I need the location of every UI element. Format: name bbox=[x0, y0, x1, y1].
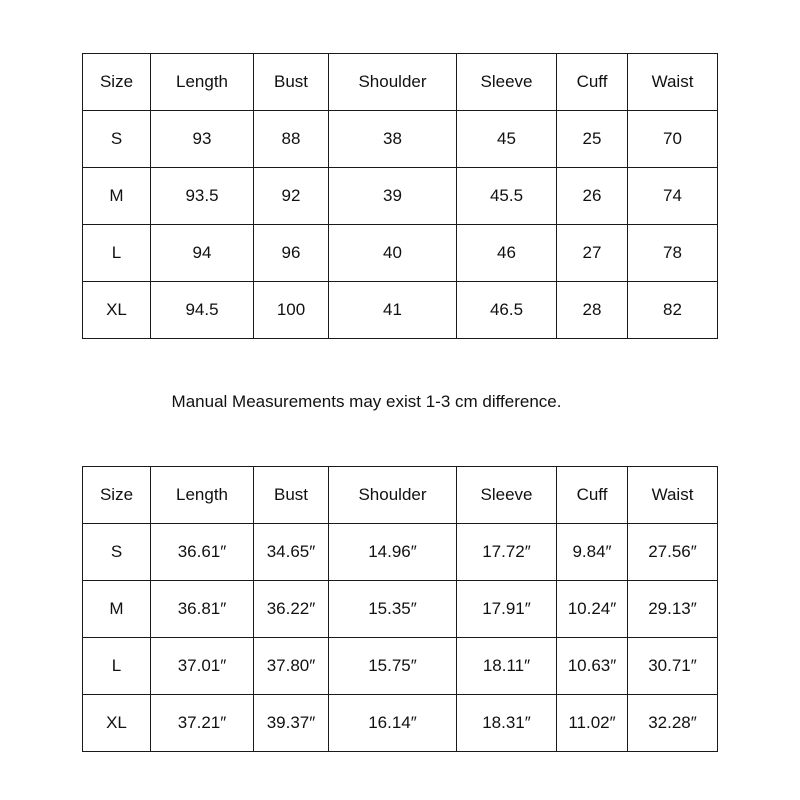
table-cell: 32.28″ bbox=[628, 695, 718, 752]
table-cell: L bbox=[83, 638, 151, 695]
table-row bbox=[83, 524, 718, 581]
table-cell: 14.96″ bbox=[329, 524, 457, 581]
table-cell: 37.21″ bbox=[151, 695, 254, 752]
table-cell: 15.75″ bbox=[329, 638, 457, 695]
table-cell: 18.31″ bbox=[457, 695, 557, 752]
table-cell: 82 bbox=[628, 282, 718, 339]
table-cell: 96 bbox=[254, 225, 329, 282]
table-cell: 39.37″ bbox=[254, 695, 329, 752]
table-cell: 27 bbox=[557, 225, 628, 282]
table-cell: 34.65″ bbox=[254, 524, 329, 581]
table-cell: M bbox=[83, 581, 151, 638]
table-cell: 37.01″ bbox=[151, 638, 254, 695]
table-cell: XL bbox=[83, 695, 151, 752]
table-header-row bbox=[83, 54, 718, 111]
table-cell: 29.13″ bbox=[628, 581, 718, 638]
table-cell: 27.56″ bbox=[628, 524, 718, 581]
table-row bbox=[83, 225, 718, 282]
table-cell: 36.61″ bbox=[151, 524, 254, 581]
table-cell: 16.14″ bbox=[329, 695, 457, 752]
header-cell: Sleeve bbox=[457, 54, 557, 111]
table-cell: 38 bbox=[329, 111, 457, 168]
table-cell: 17.72″ bbox=[457, 524, 557, 581]
header-cell: Bust bbox=[254, 54, 329, 111]
header-cell: Shoulder bbox=[329, 54, 457, 111]
measurement-note: Manual Measurements may exist 1-3 cm difference. bbox=[171, 392, 562, 411]
table-cell: 78 bbox=[628, 225, 718, 282]
table-cell: 46 bbox=[457, 225, 557, 282]
table-row bbox=[83, 581, 718, 638]
header-cell: Length bbox=[151, 467, 254, 524]
size-table-cm bbox=[82, 53, 718, 339]
header-cell: Bust bbox=[254, 467, 329, 524]
size-table-inch bbox=[82, 466, 718, 752]
header-cell: Waist bbox=[628, 467, 718, 524]
table-cell: 94 bbox=[151, 225, 254, 282]
table-cell: 45 bbox=[457, 111, 557, 168]
table-cell: 36.22″ bbox=[254, 581, 329, 638]
table-cell: M bbox=[83, 168, 151, 225]
table-cell: 88 bbox=[254, 111, 329, 168]
table-cell: 11.02″ bbox=[557, 695, 628, 752]
table-cell: 74 bbox=[628, 168, 718, 225]
header-cell: Waist bbox=[628, 54, 718, 111]
table-row bbox=[83, 695, 718, 752]
table-cell: 45.5 bbox=[457, 168, 557, 225]
header-cell: Cuff bbox=[557, 467, 628, 524]
table-header-row bbox=[83, 467, 718, 524]
table-cell: 17.91″ bbox=[457, 581, 557, 638]
table-cell: 9.84″ bbox=[557, 524, 628, 581]
table-cell: S bbox=[83, 111, 151, 168]
table-cell: 46.5 bbox=[457, 282, 557, 339]
table-cell: 28 bbox=[557, 282, 628, 339]
table-cell: 93 bbox=[151, 111, 254, 168]
table-cell: XL bbox=[83, 282, 151, 339]
table-cell: 93.5 bbox=[151, 168, 254, 225]
table-cell: 15.35″ bbox=[329, 581, 457, 638]
table-cell: 39 bbox=[329, 168, 457, 225]
table-cell: 100 bbox=[254, 282, 329, 339]
table-cell: 10.24″ bbox=[557, 581, 628, 638]
table-cell: 37.80″ bbox=[254, 638, 329, 695]
table-cell: 26 bbox=[557, 168, 628, 225]
table-cell: 18.11″ bbox=[457, 638, 557, 695]
table-cell: 70 bbox=[628, 111, 718, 168]
table-cell: 92 bbox=[254, 168, 329, 225]
table-cell: 41 bbox=[329, 282, 457, 339]
table-cell: 36.81″ bbox=[151, 581, 254, 638]
table-cell: 40 bbox=[329, 225, 457, 282]
table-cell: 94.5 bbox=[151, 282, 254, 339]
header-cell: Shoulder bbox=[329, 467, 457, 524]
header-cell: Size bbox=[83, 467, 151, 524]
table-cell: 30.71″ bbox=[628, 638, 718, 695]
table-cell: S bbox=[83, 524, 151, 581]
table-cell: L bbox=[83, 225, 151, 282]
table-row bbox=[83, 111, 718, 168]
header-cell: Length bbox=[151, 54, 254, 111]
table-row bbox=[83, 168, 718, 225]
header-cell: Cuff bbox=[557, 54, 628, 111]
table-cell: 25 bbox=[557, 111, 628, 168]
header-cell: Size bbox=[83, 54, 151, 111]
table-row bbox=[83, 282, 718, 339]
header-cell: Sleeve bbox=[457, 467, 557, 524]
table-row bbox=[83, 638, 718, 695]
table-cell: 10.63″ bbox=[557, 638, 628, 695]
